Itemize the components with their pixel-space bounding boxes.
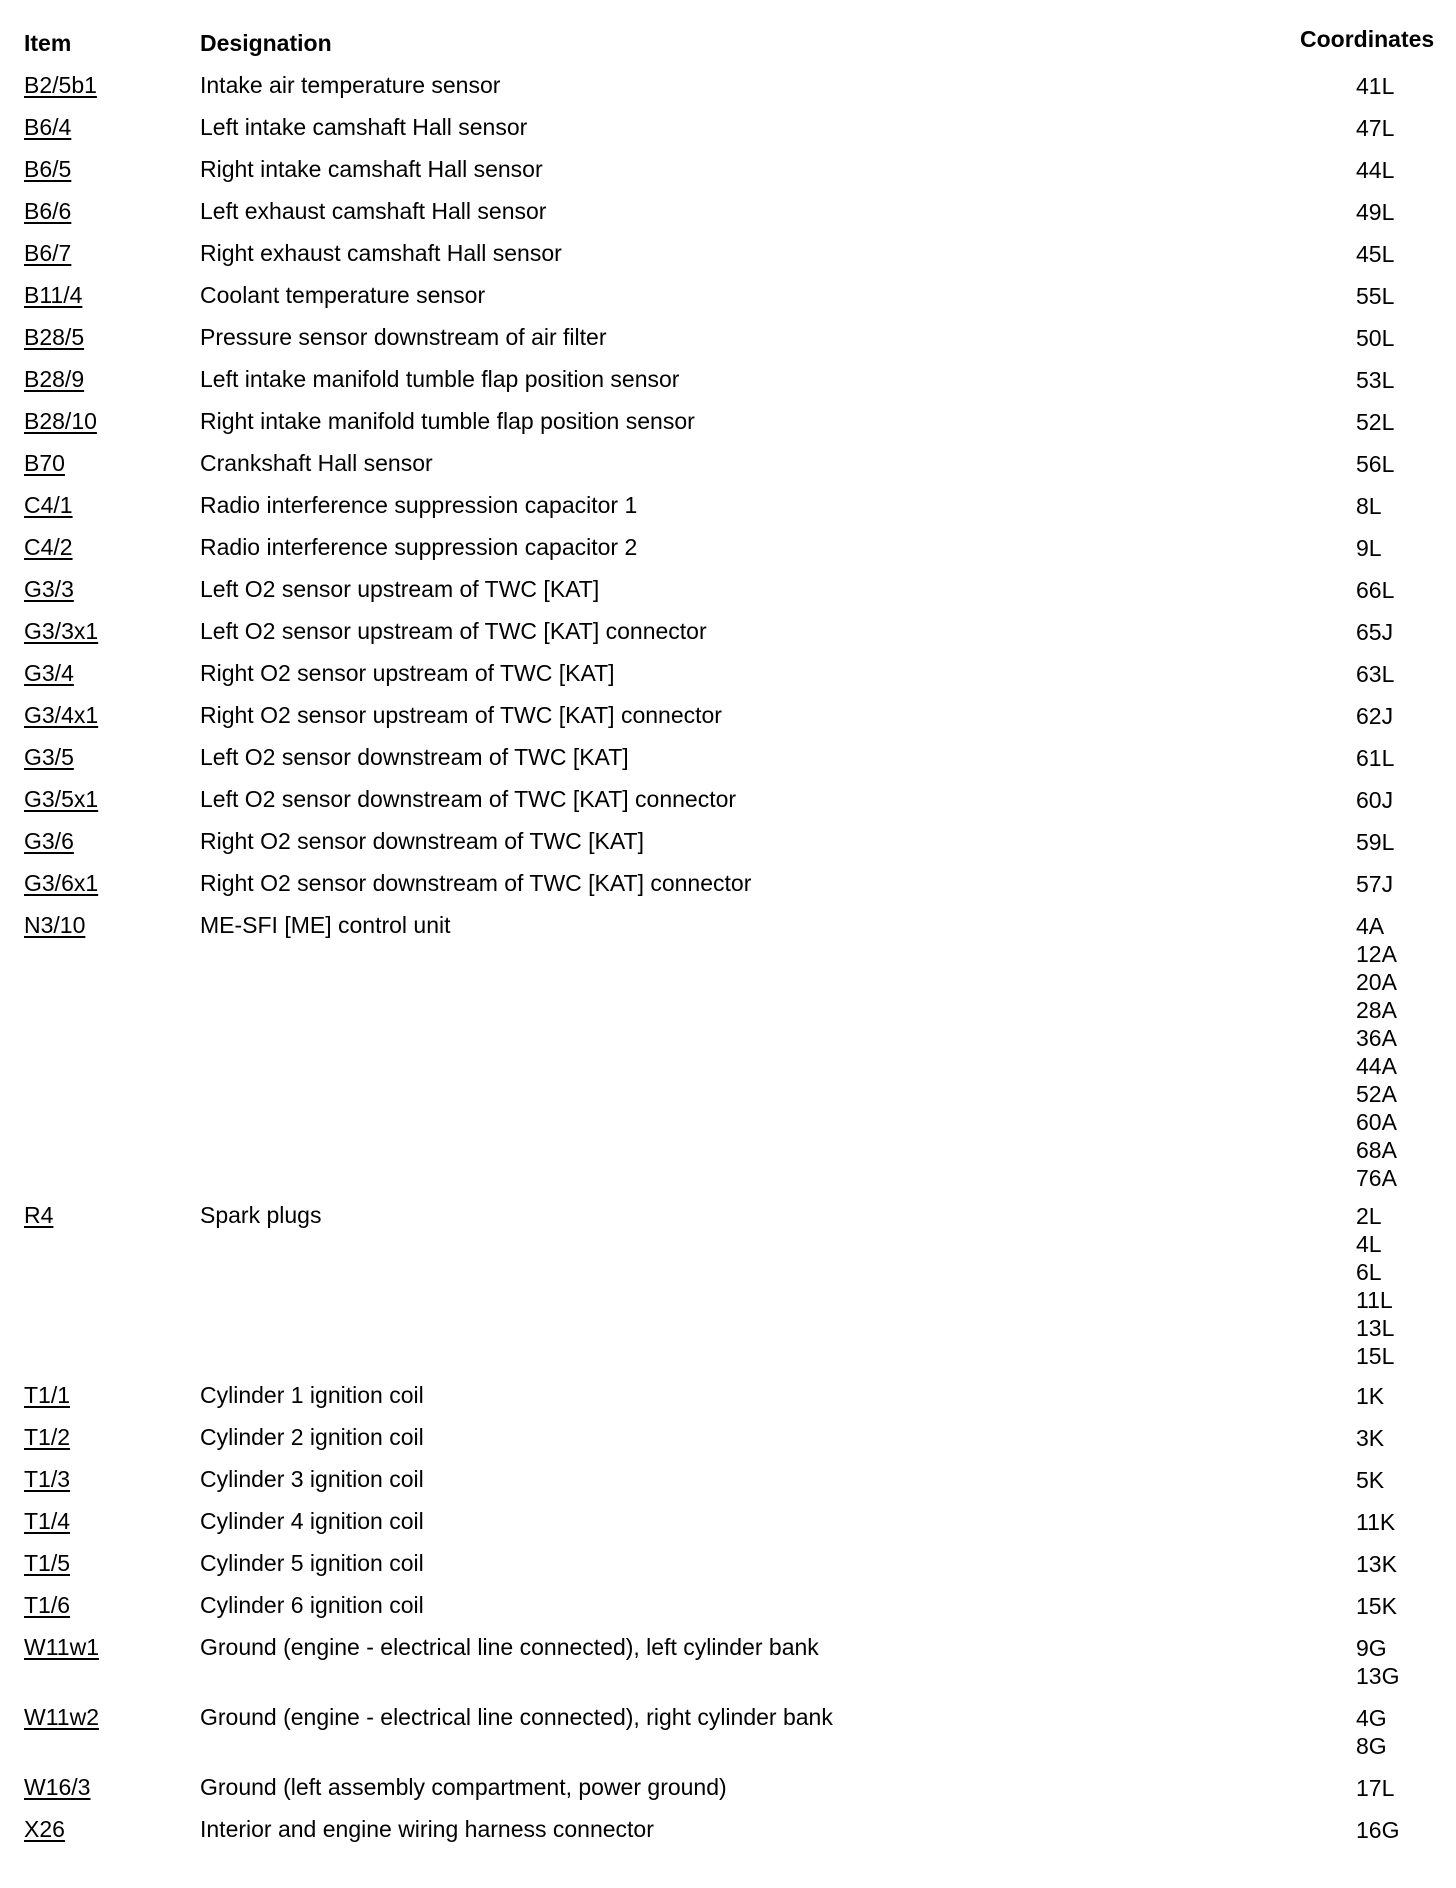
coordinates-cell — [1356, 786, 1393, 814]
designation-text: Cylinder 4 ignition coil — [200, 1508, 424, 1534]
designation-text: Pressure sensor downstream of air filter — [200, 324, 607, 350]
designation-text: Right intake camshaft Hall sensor — [200, 156, 543, 182]
designation-text: Cylinder 1 ignition coil — [200, 1382, 424, 1408]
item-link[interactable]: R4 — [24, 1202, 54, 1228]
designation-text: Left intake camshaft Hall sensor — [200, 114, 528, 140]
coordinate-value: 45L — [1356, 241, 1395, 267]
coordinates-cell — [1356, 1550, 1397, 1578]
designation-text: Radio interference suppression capacitor 2 — [200, 534, 638, 560]
coordinates-cell — [1356, 1774, 1394, 1802]
coordinate-value: 47L — [1356, 115, 1395, 141]
item-link[interactable]: B6/6 — [24, 198, 72, 224]
coordinate-value: 9L — [1356, 535, 1382, 561]
designation-text: Ground (left assembly compartment, power ground) — [200, 1774, 727, 1800]
coordinates-cell — [1356, 1382, 1384, 1410]
designation-text: Cylinder 5 ignition coil — [200, 1550, 424, 1576]
coordinates-cell — [1356, 72, 1394, 100]
coordinates-cell — [1356, 912, 1397, 1192]
coordinate-value: 4G — [1356, 1705, 1387, 1731]
item-link[interactable]: W16/3 — [24, 1774, 91, 1800]
designation-text: ME-SFI [ME] control unit — [200, 912, 451, 938]
coordinate-value: 13G — [1356, 1663, 1400, 1689]
item-link[interactable]: W11w1 — [24, 1634, 99, 1660]
coordinate-value: 52A — [1356, 1081, 1397, 1107]
coordinate-value: 12A — [1356, 941, 1397, 967]
coordinate-value: 60J — [1356, 787, 1394, 813]
coordinate-value: 15L — [1356, 1343, 1395, 1369]
item-link[interactable]: T1/4 — [24, 1508, 71, 1534]
coordinate-value: 8L — [1356, 493, 1382, 519]
coordinate-value: 49L — [1356, 199, 1395, 225]
item-link[interactable]: G3/4x1 — [24, 702, 99, 728]
item-link[interactable]: G3/6 — [24, 828, 74, 854]
coordinates-cell — [1356, 156, 1394, 184]
coordinate-value: 59L — [1356, 829, 1395, 855]
coordinates-cell — [1356, 1634, 1399, 1690]
coordinates-cell — [1356, 450, 1394, 478]
coordinates-cell — [1356, 492, 1382, 520]
coordinates-cell — [1356, 534, 1382, 562]
item-link[interactable]: T1/1 — [24, 1382, 71, 1408]
item-link[interactable]: B28/5 — [24, 324, 85, 350]
coordinate-value: 50L — [1356, 325, 1395, 351]
item-link[interactable]: B6/5 — [24, 156, 72, 182]
designation-text: Intake air temperature sensor — [200, 72, 501, 98]
designation-text: Cylinder 6 ignition coil — [200, 1592, 424, 1618]
designation-text: Left O2 sensor upstream of TWC [KAT] — [200, 576, 600, 602]
coordinate-value: 2L — [1356, 1203, 1382, 1229]
coordinate-value: 62J — [1356, 703, 1394, 729]
coordinate-value: 6L — [1356, 1259, 1382, 1285]
coordinates-cell — [1356, 282, 1394, 310]
coordinates-cell — [1356, 1592, 1397, 1620]
item-link[interactable]: C4/1 — [24, 492, 73, 518]
coordinate-value: 61L — [1356, 745, 1395, 771]
coordinates-cell — [1356, 702, 1393, 730]
coordinates-cell — [1356, 1816, 1399, 1844]
coordinate-value: 4L — [1356, 1231, 1382, 1257]
coordinate-value: 44A — [1356, 1053, 1397, 1079]
item-link[interactable]: G3/3 — [24, 576, 74, 602]
designation-text: Crankshaft Hall sensor — [200, 450, 433, 476]
designation-text: Left intake manifold tumble flap position sensor — [200, 366, 680, 392]
designation-text: Ground (engine - electrical line connected), right cylinder bank — [200, 1704, 833, 1730]
designation-text: Right O2 sensor upstream of TWC [KAT] — [200, 660, 615, 686]
designation-text: Cylinder 3 ignition coil — [200, 1466, 424, 1492]
designation-text: Ground (engine - electrical line connected), left cylinder bank — [200, 1634, 819, 1660]
coordinate-value: 76A — [1356, 1165, 1397, 1191]
header-item: Item — [24, 30, 72, 56]
coordinates-cell — [1356, 1508, 1395, 1536]
item-link[interactable]: C4/2 — [24, 534, 73, 560]
coordinate-value: 52L — [1356, 409, 1395, 435]
item-link[interactable]: G3/6x1 — [24, 870, 99, 896]
coordinate-value: 57J — [1356, 871, 1394, 897]
designation-text: Right exhaust camshaft Hall sensor — [200, 240, 562, 266]
coordinate-value: 5K — [1356, 1467, 1385, 1493]
coordinates-cell — [1356, 1202, 1394, 1370]
coordinate-value: 1K — [1356, 1383, 1385, 1409]
coordinate-value: 44L — [1356, 157, 1395, 183]
coordinate-value: 16G — [1356, 1817, 1400, 1843]
coordinate-value: 13K — [1356, 1551, 1397, 1577]
item-link[interactable]: G3/5x1 — [24, 786, 99, 812]
coordinates-cell — [1356, 198, 1394, 226]
coordinate-value: 3K — [1356, 1425, 1385, 1451]
coordinates-cell — [1356, 324, 1394, 352]
designation-text: Left O2 sensor downstream of TWC [KAT] — [200, 744, 629, 770]
item-link[interactable]: B28/10 — [24, 408, 97, 434]
coordinates-cell — [1356, 240, 1394, 268]
coordinate-value: 68A — [1356, 1137, 1397, 1163]
coordinates-cell — [1356, 744, 1394, 772]
coordinate-value: 9G — [1356, 1635, 1387, 1661]
coordinates-cell — [1356, 366, 1394, 394]
designation-text: Interior and engine wiring harness connector — [200, 1816, 654, 1842]
coordinates-cell — [1356, 660, 1394, 688]
coordinates-cell — [1356, 408, 1394, 436]
item-link[interactable]: B11/4 — [24, 282, 83, 308]
designation-text: Radio interference suppression capacitor 1 — [200, 492, 638, 518]
item-link[interactable]: B70 — [24, 450, 65, 476]
coordinate-value: 11L — [1356, 1287, 1393, 1313]
coordinate-value: 4A — [1356, 913, 1385, 939]
coordinate-value: 11K — [1356, 1509, 1396, 1535]
coordinates-cell — [1356, 114, 1394, 142]
coordinate-value: 56L — [1356, 451, 1395, 477]
item-link[interactable]: B6/4 — [24, 114, 72, 140]
coordinates-cell — [1356, 870, 1393, 898]
designation-text: Left O2 sensor upstream of TWC [KAT] connector — [200, 618, 707, 644]
coordinates-cell — [1356, 828, 1394, 856]
designation-text: Right O2 sensor downstream of TWC [KAT] — [200, 828, 644, 854]
item-link[interactable]: G3/3x1 — [24, 618, 99, 644]
item-link[interactable]: G3/5 — [24, 744, 74, 770]
item-link[interactable]: B6/7 — [24, 240, 72, 266]
item-link[interactable]: T1/5 — [24, 1550, 71, 1576]
item-link[interactable]: W11w2 — [24, 1704, 99, 1730]
coordinate-value: 28A — [1356, 997, 1397, 1023]
coordinate-value: 36A — [1356, 1025, 1397, 1051]
designation-text: Right O2 sensor upstream of TWC [KAT] connector — [200, 702, 722, 728]
coordinate-value: 20A — [1356, 969, 1397, 995]
coordinate-value: 55L — [1356, 283, 1395, 309]
item-link[interactable]: B28/9 — [24, 366, 85, 392]
designation-text: Spark plugs — [200, 1202, 322, 1228]
coordinate-value: 53L — [1356, 367, 1395, 393]
designation-text: Left O2 sensor downstream of TWC [KAT] connector — [200, 786, 737, 812]
coordinates-cell — [1356, 1704, 1387, 1760]
designation-text: Left exhaust camshaft Hall sensor — [200, 198, 547, 224]
item-link[interactable]: N3/10 — [24, 912, 86, 938]
designation-text: Right O2 sensor downstream of TWC [KAT] connector — [200, 870, 752, 896]
coordinate-value: 63L — [1356, 661, 1395, 687]
header-designation: Designation — [200, 30, 332, 56]
coordinate-value: 13L — [1356, 1315, 1395, 1341]
coordinate-value: 66L — [1356, 577, 1395, 603]
coordinates-cell — [1356, 1424, 1384, 1452]
coordinate-value: 60A — [1356, 1109, 1397, 1135]
coordinate-value: 41L — [1356, 73, 1395, 99]
item-link[interactable]: T1/2 — [24, 1424, 71, 1450]
item-link[interactable]: B2/5b1 — [24, 72, 97, 98]
header-coordinates: Coordinates — [1300, 26, 1435, 52]
item-link[interactable]: T1/6 — [24, 1592, 71, 1618]
designation-text: Right intake manifold tumble flap position sensor — [200, 408, 695, 434]
designation-text: Cylinder 2 ignition coil — [200, 1424, 424, 1450]
item-link[interactable]: X26 — [24, 1816, 65, 1842]
coordinate-value: 17L — [1356, 1775, 1395, 1801]
item-link[interactable]: G3/4 — [24, 660, 74, 686]
coordinate-value: 8G — [1356, 1733, 1387, 1759]
coordinate-value: 65J — [1356, 619, 1394, 645]
coordinates-cell — [1356, 1466, 1384, 1494]
coordinate-value: 15K — [1356, 1593, 1397, 1619]
designation-text: Coolant temperature sensor — [200, 282, 486, 308]
coordinates-cell — [1356, 618, 1393, 646]
coordinates-cell — [1356, 576, 1394, 604]
item-link[interactable]: T1/3 — [24, 1466, 71, 1492]
